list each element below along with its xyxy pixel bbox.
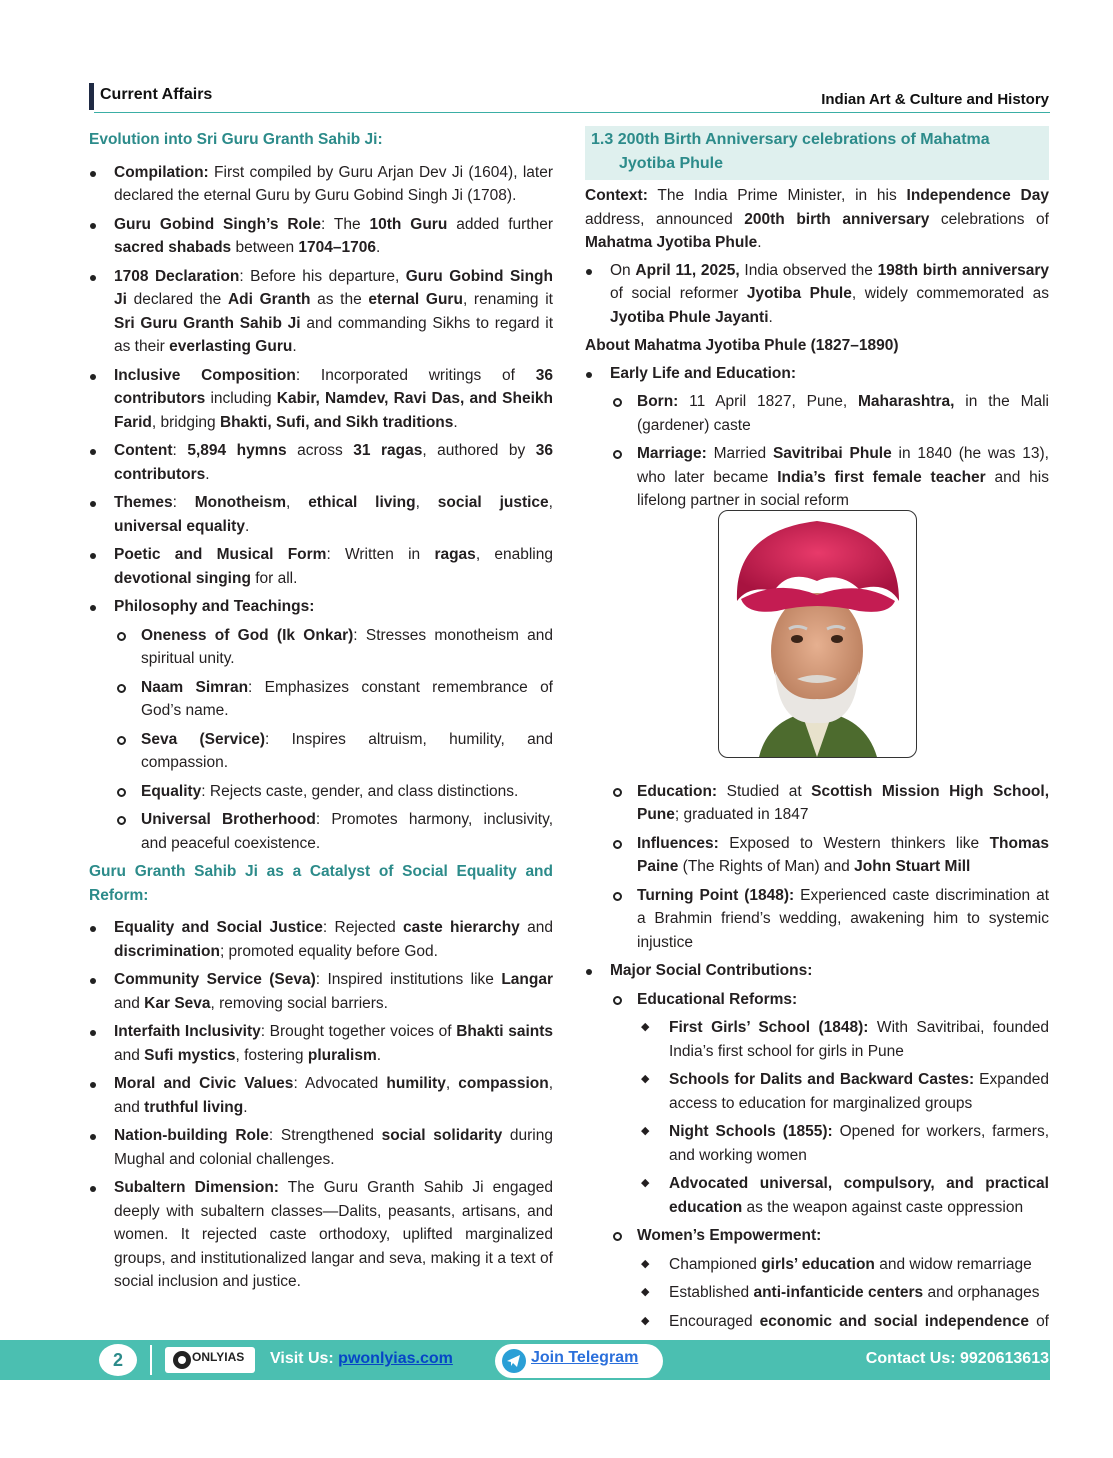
list-item: Born: 11 April 1827, Pune, Maharashtra, in the Mali (gardener) caste <box>585 390 1049 437</box>
context-paragraph: Context: The India Prime Minister, in his Independence Day address, announced 200th birth anniversary celebrations of Mahatma Jyotiba Phule. <box>585 187 1049 251</box>
list-item: ◆ Night Schools (1855): Opened for workers, farmers, and working women <box>585 1120 1049 1167</box>
section-title-box <box>585 126 1049 180</box>
list-item: Influences: Exposed to Western thinkers like Thomas Paine (The Rights of Man) and John Stuart Mill <box>585 832 1049 879</box>
list-item: Inclusive Composition: Incorporated writings of 36 contributors including Kabir, Namdev, Ravi Das, and Sheikh Farid, bridging Bhakti, Sufi, and Sikh traditions. <box>89 364 553 435</box>
telegram-icon <box>501 1348 527 1374</box>
context-list <box>585 259 1049 330</box>
list-item: Interfaith Inclusivity: Brought together voices of Bhakti saints and Sufi mystics, fostering pluralism. <box>89 1020 553 1067</box>
footer-separator <box>150 1345 152 1375</box>
left-column <box>89 128 553 1299</box>
list-item: Philosophy and Teachings: <box>89 595 553 619</box>
header-title: Current Affairs <box>100 86 213 103</box>
telegram-link[interactable]: Join Telegram <box>531 1349 639 1366</box>
list-item: ◆ First Girls’ School (1848): With Savitribai, founded India’s first school for girls in Pune <box>585 1016 1049 1063</box>
visit-us <box>270 1350 453 1368</box>
about-list <box>585 362 1049 513</box>
contact-info: Contact Us: 9920613613 <box>865 1350 1049 1367</box>
list-item: Poetic and Musical Form: Written in ragas, enabling devotional singing for all. <box>89 543 553 590</box>
list-item: Equality: Rejects caste, gender, and class distinctions. <box>89 780 553 804</box>
website-link[interactable]: pwonlyias.com <box>338 1350 453 1367</box>
list-item: Marriage: Married Savitribai Phule in 1840 (he was 13), who later became India’s first female teacher and his lifelong partner in social reform <box>585 442 1049 513</box>
list-item: Women’s Empowerment: <box>585 1224 1049 1248</box>
list-item: Turning Point (1848): Experienced caste discrimination at a Brahmin friend’s wedding, awakening him to systemic injustice <box>585 884 1049 955</box>
header-accent-bar <box>89 83 94 110</box>
section-heading-evolution: Evolution into Sri Guru Granth Sahib Ji: <box>89 131 383 148</box>
list-item: Seva (Service): Inspires altruism, humility, and compassion. <box>89 728 553 775</box>
header-subject: Indian Art & Culture and History <box>821 91 1049 108</box>
list-item: Educational Reforms: <box>585 988 1049 1012</box>
about-list-2 <box>585 780 1049 1357</box>
list-item: ◆ Advocated universal, compulsory, and practical education as the weapon against caste oppression <box>585 1172 1049 1219</box>
list-item: Universal Brotherhood: Promotes harmony, inclusivity, and peaceful coexistence. <box>89 808 553 855</box>
visit-label: Visit Us: <box>270 1350 339 1367</box>
list-item: Subaltern Dimension: The Guru Granth Sahib Ji engaged deeply with subaltern classes—Dalits, peasants, artisans, and women. It rejected caste orthodoxy, uplifted marginalized groups, and institutionalized langar and seva, making it a text of social inclusion and justice. <box>89 1176 553 1294</box>
list-item: Education: Studied at Scottish Mission High School, Pune; graduated in 1847 <box>585 780 1049 827</box>
list-item: Equality and Social Justice: Rejected caste hierarchy and discrimination; promoted equality before God. <box>89 916 553 963</box>
list-item: 1708 Declaration: Before his departure, Guru Gobind Singh Ji declared the Adi Granth as the eternal Guru, renaming it Sri Guru Granth Sahib Ji and commanding Sikhs to regard it as their everlasting Guru. <box>89 265 553 359</box>
list-item: Oneness of God (Ik Onkar): Stresses monotheism and spiritual unity. <box>89 624 553 671</box>
catalyst-list <box>89 916 553 1294</box>
list-item: Community Service (Seva): Inspired institutions like Langar and Kar Seva, removing social barriers. <box>89 968 553 1015</box>
page-number: 2 <box>96 1341 140 1379</box>
list-item: Naam Simran: Emphasizes constant remembrance of God’s name. <box>89 676 553 723</box>
list-item: Themes: Monotheism, ethical living, social justice, universal equality. <box>89 491 553 538</box>
list-item: ◆ Encouraged economic and social independence of <box>585 1310 1049 1357</box>
section-title-line1: 1.3 200th Birth Anniversary celebrations of Mahatma <box>591 131 990 148</box>
list-item: Early Life and Education: <box>585 362 1049 386</box>
list-item: Compilation: First compiled by Guru Arjan Dev Ji (1604), later declared the eternal Guru by Guru Gobind Singh Ji (1708). <box>89 161 553 208</box>
about-heading: About Mahatma Jyotiba Phule (1827–1890) <box>585 337 899 354</box>
list-item: Major Social Contributions: <box>585 959 1049 983</box>
list-item: ◆ Established anti-infanticide centers and orphanages <box>585 1281 1049 1305</box>
list-item: On April 11, 2025, India observed the 198th birth anniversary of social reformer Jyotiba Phule, widely commemorated as Jyotiba Phule Jayanti. <box>585 259 1049 330</box>
header-rule <box>94 112 1050 113</box>
list-item: Content: 5,894 hymns across 31 ragas, authored by 36 contributors. <box>89 439 553 486</box>
logo-text: ONLYIAS <box>192 1350 245 1364</box>
list-item: Moral and Civic Values: Advocated humility, compassion, and truthful living. <box>89 1072 553 1119</box>
list-item: ◆ Schools for Dalits and Backward Castes: Expanded access to education for marginalized groups <box>585 1068 1049 1115</box>
list-item: Guru Gobind Singh’s Role: The 10th Guru added further sacred shabads between 1704–1706. <box>89 213 553 260</box>
section-heading-catalyst: Guru Granth Sahib Ji as a Catalyst of Social Equality and Reform: <box>89 863 553 904</box>
section-title-line2: Jyotiba Phule <box>619 155 724 172</box>
portrait-image <box>718 510 917 758</box>
evolution-list <box>89 161 553 856</box>
list-item: ◆ Championed girls’ education and widow remarriage <box>585 1253 1049 1277</box>
list-item: Nation-building Role: Strengthened social solidarity during Mughal and colonial challenges. <box>89 1124 553 1171</box>
